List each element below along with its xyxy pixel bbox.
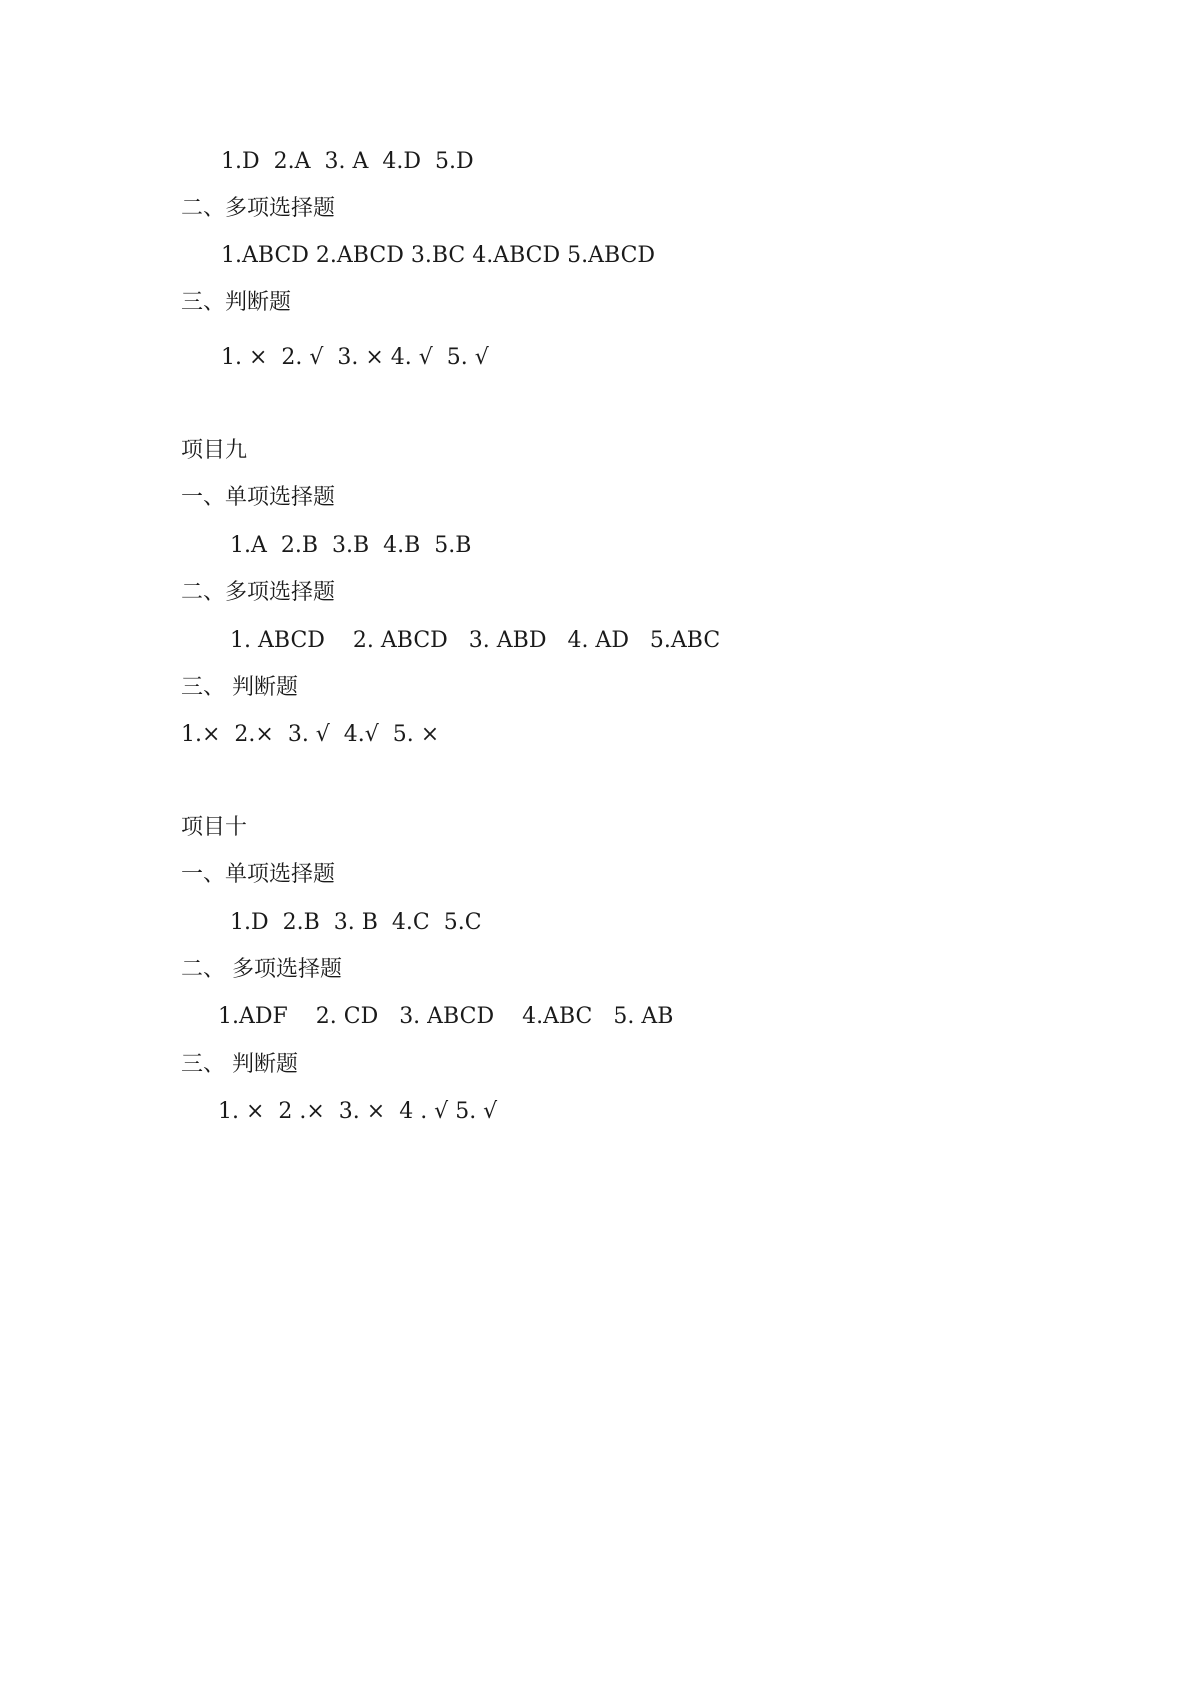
project-ten-judgment-answers: 1. × 2 .× 3. × 4 . √ 5. √ (218, 1099, 498, 1124)
project-nine-multi-choice-answers: 1. ABCD 2. ABCD 3. ABD 4. AD 5.ABC (230, 628, 721, 653)
project-ten-multi-choice-title: 二、 多项选择题 (181, 957, 342, 982)
top-multi-choice-title: 二、多项选择题 (181, 196, 336, 221)
project-nine-multi-choice-title: 二、多项选择题 (181, 580, 336, 605)
project-nine-judgment-title: 三、 判断题 (181, 675, 298, 700)
project-nine-single-choice-title: 一、单项选择题 (181, 485, 336, 510)
project-nine-single-choice-answers: 1.A 2.B 3.B 4.B 5.B (230, 533, 472, 558)
project-ten-multi-choice-answers: 1.ADF 2. CD 3. ABCD 4.ABC 5. AB (218, 1004, 674, 1029)
top-single-choice-answers: 1.D 2.A 3. A 4.D 5.D (221, 149, 474, 174)
top-judgment-answers: 1. × 2. √ 3. × 4. √ 5. √ (221, 345, 489, 370)
project-ten-judgment-title: 三、 判断题 (181, 1052, 298, 1077)
project-ten-title: 项目十 (181, 815, 248, 840)
project-ten-single-choice-answers: 1.D 2.B 3. B 4.C 5.C (230, 910, 482, 935)
top-multi-choice-answers: 1.ABCD 2.ABCD 3.BC 4.ABCD 5.ABCD (221, 243, 656, 268)
project-ten-single-choice-title: 一、单项选择题 (181, 862, 336, 887)
project-nine-judgment-answers: 1.× 2.× 3. √ 4.√ 5. × (181, 722, 440, 747)
project-nine-title: 项目九 (181, 438, 248, 463)
top-judgment-title: 三、判断题 (181, 290, 292, 315)
